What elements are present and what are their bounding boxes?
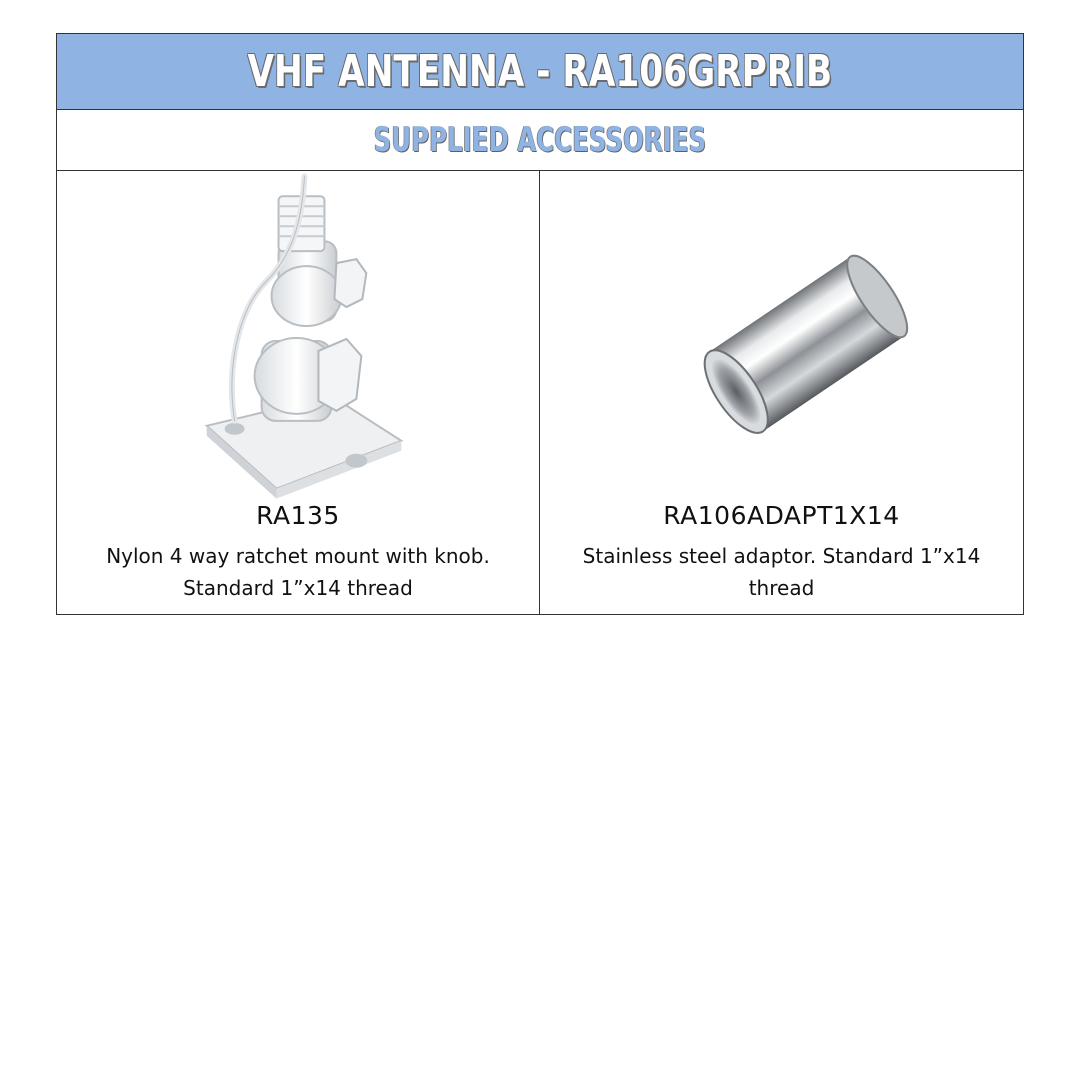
accessories-sheet xyxy=(56,33,1024,615)
product-description: Stainless steel adaptor. Standard 1”x14 thread xyxy=(582,544,981,600)
section-title: SUPPLIED ACCESSORIES xyxy=(373,120,707,160)
title-bar xyxy=(57,34,1023,110)
steel-adaptor-icon xyxy=(540,171,1023,501)
product-card-ra135 xyxy=(57,171,540,614)
section-header xyxy=(57,110,1023,171)
product-card-ra106adapt1x14 xyxy=(540,171,1023,614)
page-title: VHF ANTENNA - RA106GRPRIB xyxy=(247,46,833,97)
product-description: Nylon 4 way ratchet mount with knob. Standard 1”x14 thread xyxy=(106,544,490,600)
product-code: RA106ADAPT1X14 xyxy=(663,501,900,530)
ratchet-mount-icon xyxy=(57,171,539,501)
product-grid xyxy=(57,171,1023,614)
product-code: RA135 xyxy=(256,501,340,530)
